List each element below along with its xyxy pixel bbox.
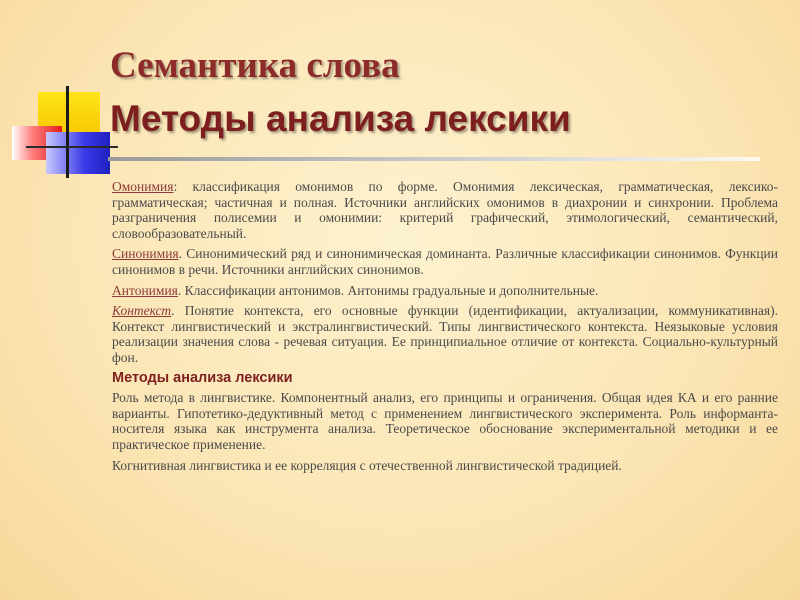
slide-body	[112, 179, 778, 478]
paragraph-text: . Понятие контекста, его основные функции (идентификации, актуализации, коммуникативная). Контекст лингвистический и экстралингвистический. Типы лингвистического контекста. Неязыковые условия реализации значения слова - речевая ситуация. Ее принципиальное отличие от контекста. Социально-культурный фон.	[112, 303, 778, 365]
slide-subtitle: Методы анализа лексики	[110, 98, 571, 139]
paragraph-cognitive-linguistics: Когнитивная лингвистика и ее корреляция с отечественной лингвистической традицией.	[112, 457, 622, 473]
term-context: Контекст	[112, 303, 172, 319]
term-homonymy: Омонимия	[112, 179, 174, 194]
decor-vertical-line	[66, 86, 69, 178]
decor-horizontal-line	[26, 146, 118, 148]
paragraph-text: . Синонимический ряд и синонимическая доминанта. Различные классификации синонимов. Функции синонимов в речи. Источники английских синонимов.	[112, 246, 778, 277]
paragraph-method-role: Роль метода в лингвистике. Компонентный анализ, его принципы и ограничения. Общая идея КА и его ранние варианты. Гипотетико-дедуктивный метод с применением лингвистического эксперимента. Роль информанта-носителя языка как инструмента анализа. Теоретическое обоснование экспериментальной методики и ее практическое применение.	[112, 390, 778, 452]
slide-title: Семантика слова	[110, 45, 400, 86]
decor-blue-square	[46, 132, 110, 174]
paragraph-context	[112, 303, 778, 365]
paragraph-text: : классификация омонимов по форме. Омонимия лексическая, грамматическая, лексико-грамматическая; частичная и полная. Источники английских омонимов в диахронии и синхронии. Проблема разграничения полисемии и омонимии: критерий графический, этимологический, семантический, словообразовательный.	[112, 179, 778, 241]
term-synonymy: Синонимия	[112, 246, 179, 262]
paragraph-synonymy	[112, 246, 778, 277]
paragraph-antonymy	[112, 283, 778, 299]
title-divider	[108, 157, 760, 161]
section-heading-methods: Методы анализа лексики	[112, 369, 293, 386]
paragraph-text: . Классификации антонимов. Антонимы градуальные и дополнительные.	[177, 282, 599, 298]
term-antonymy: Антонимия	[112, 282, 178, 298]
paragraph-homonymy	[112, 179, 778, 241]
